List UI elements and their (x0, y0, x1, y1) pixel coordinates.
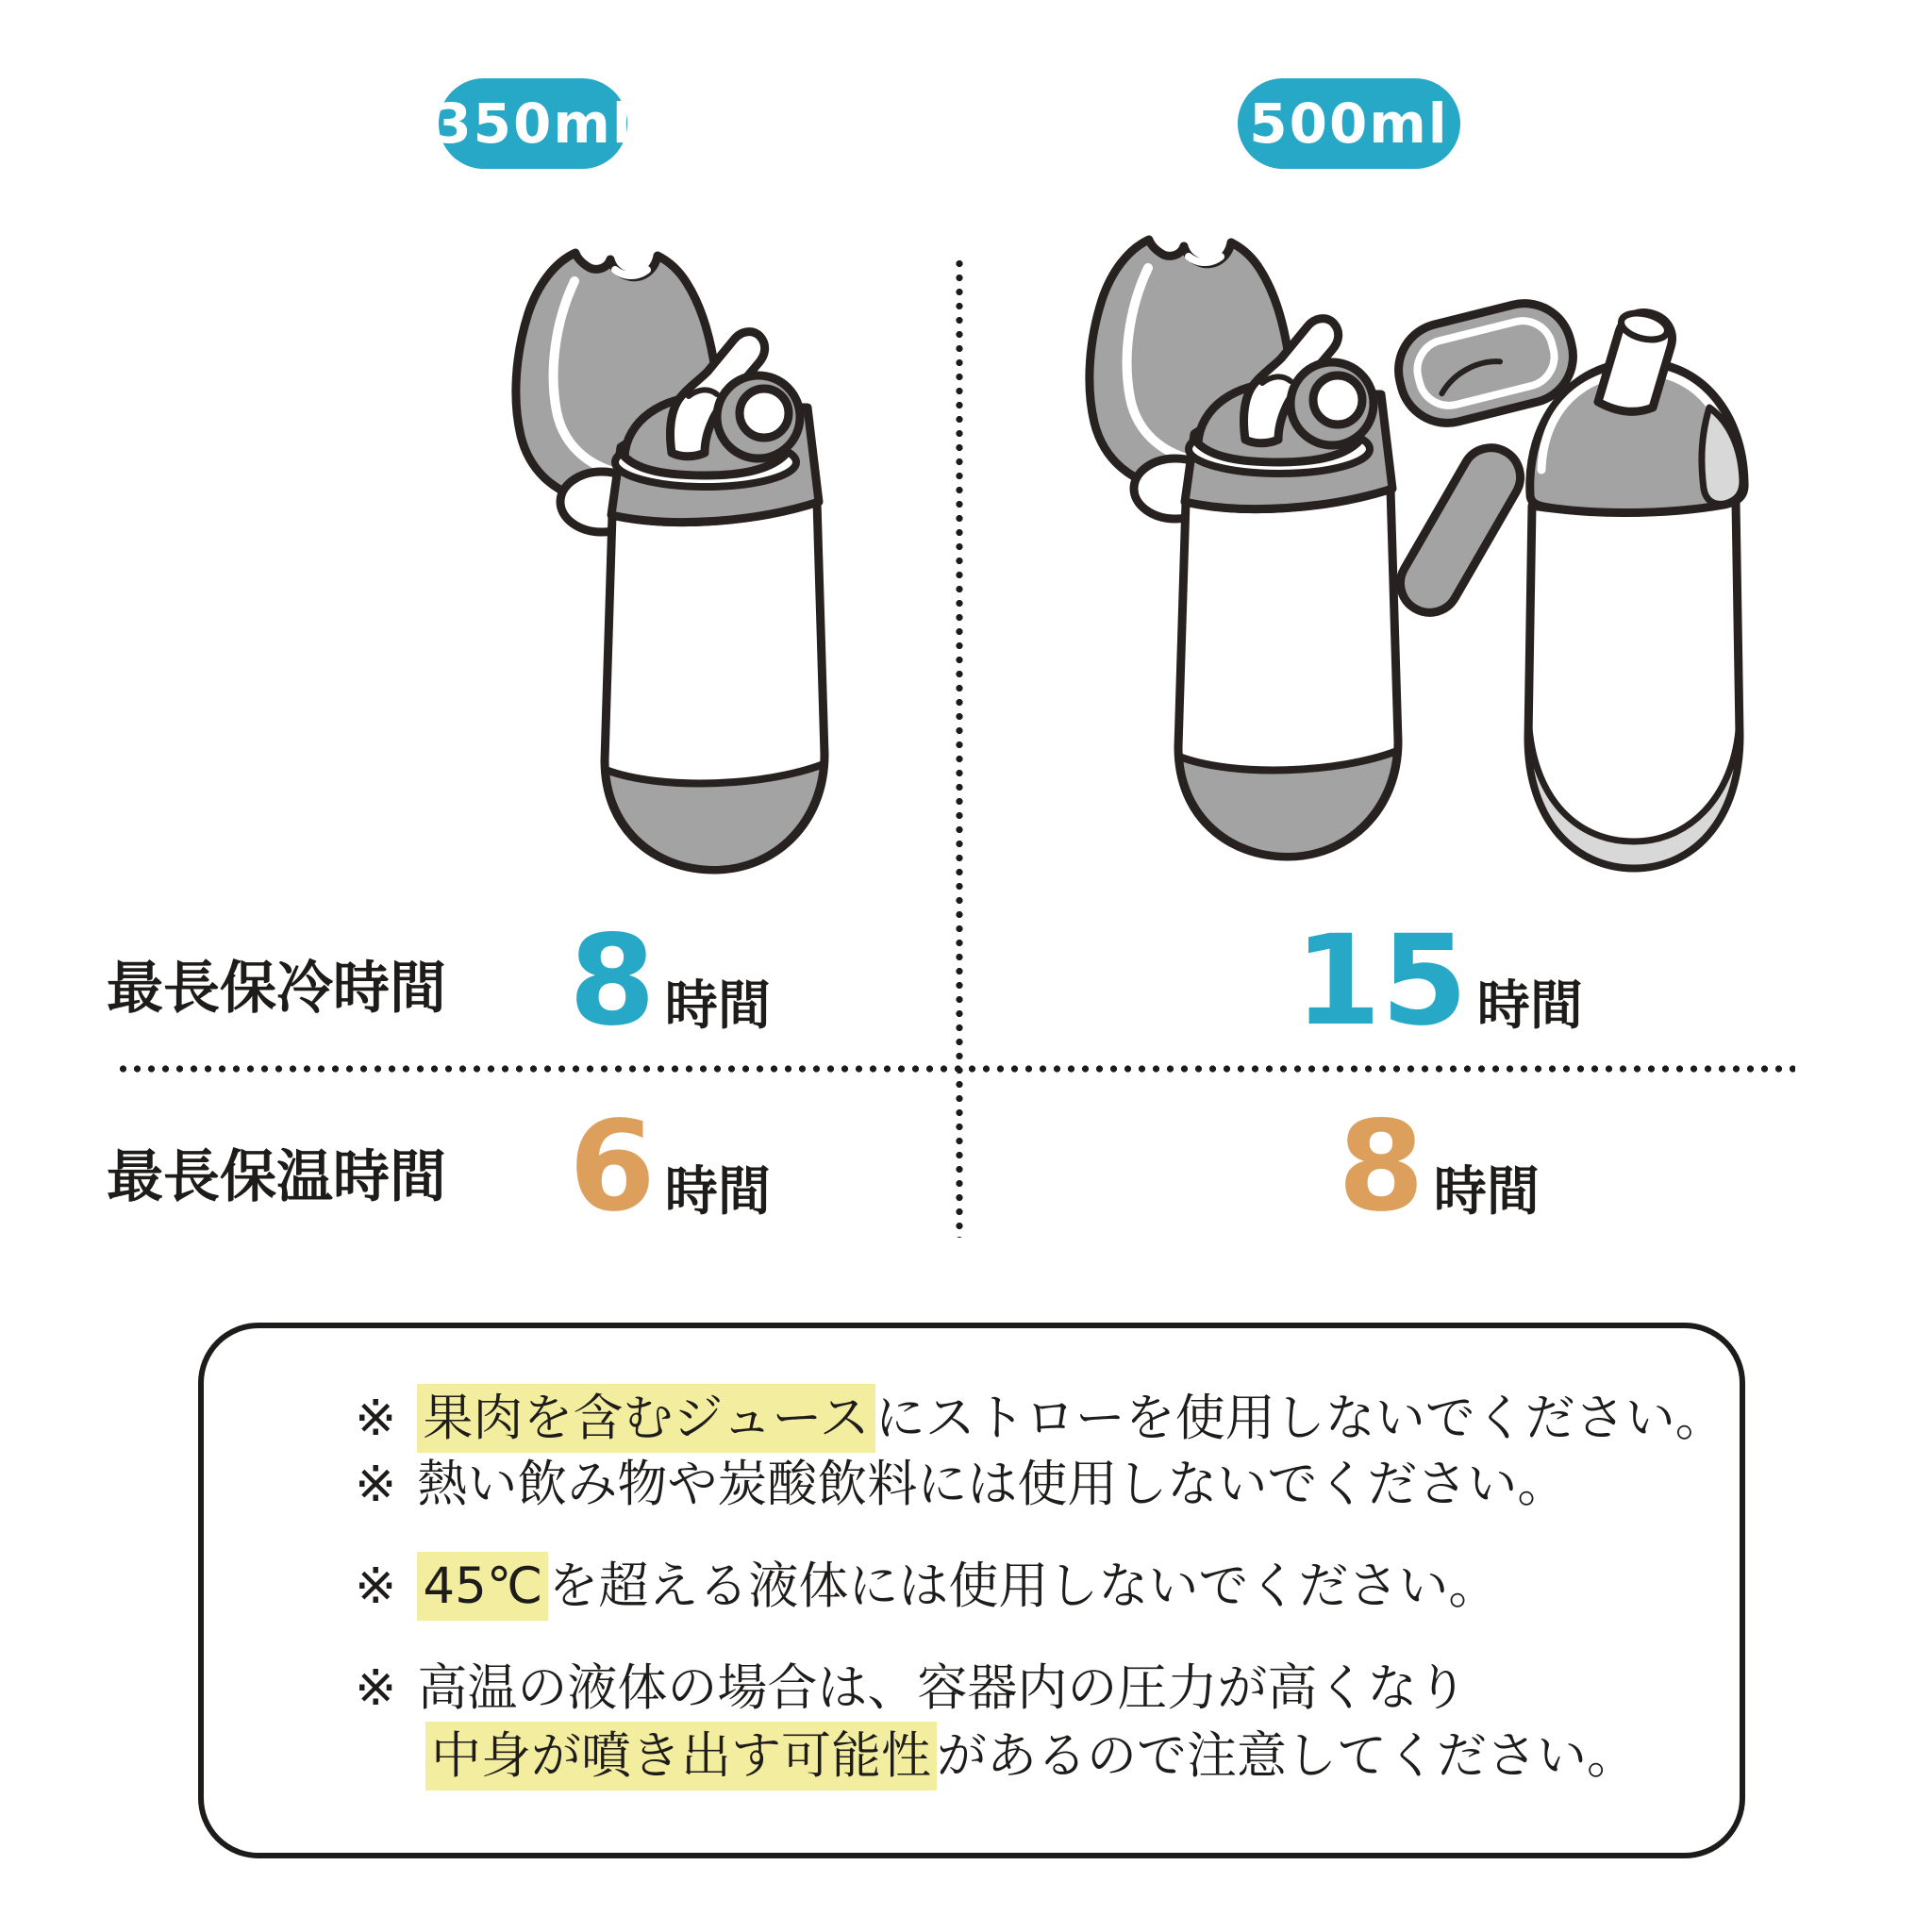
heat-retention-500ml-value (1250, 1094, 1627, 1240)
row-label-heat-retention: 最長保温時間 (107, 1144, 446, 1210)
heat-hours-500ml-unit: 時間 (1433, 1161, 1540, 1223)
row-label-cold-retention: 最長保冷時間 (107, 956, 446, 1022)
cold-hours-350ml: 8 (569, 908, 656, 1054)
heat-retention-350ml-value (481, 1094, 858, 1240)
cold-retention-500ml-value (1250, 908, 1627, 1054)
spout-bottle-500ml-illustration (1389, 293, 1744, 868)
heat-hours-350ml-unit: 時間 (664, 1161, 771, 1223)
cold-hours-500ml: 15 (1294, 908, 1468, 1054)
note-line-spray-risk (425, 1724, 1637, 1790)
note-text: 高温の液体の場合は、容器内の圧力が高くなり (417, 1659, 1468, 1717)
cold-retention-350ml-value (481, 908, 858, 1054)
note-line-pressure (355, 1657, 1467, 1722)
cold-hours-350ml-unit: 時間 (664, 975, 771, 1037)
note-marker: ※ (355, 1456, 397, 1513)
note-highlight-45c: 45℃ (417, 1552, 548, 1621)
vertical-dotted-divider (955, 257, 964, 1238)
straw-bottle-500ml-illustration (1090, 240, 1398, 857)
note-marker: ※ (355, 1390, 397, 1447)
note-text: にストローを使用しないでください。 (874, 1390, 1725, 1447)
note-text: を超える液体には使用しないでください。 (548, 1557, 1499, 1615)
note-text: があるので注意してください。 (937, 1727, 1637, 1785)
note-highlight-juice: 果肉を含むジュース (417, 1384, 874, 1453)
size-badge-350ml (433, 78, 633, 169)
size-badge-350ml-label: 350ml (433, 92, 633, 156)
size-badge-500ml (1238, 78, 1460, 169)
bottles-500ml-illustration (1057, 170, 1811, 906)
note-marker: ※ (355, 1659, 397, 1717)
note-line-45c (355, 1555, 1498, 1620)
cold-hours-500ml-unit: 時間 (1476, 975, 1583, 1037)
note-marker: ※ (355, 1557, 397, 1615)
note-line-hot-carbonated (355, 1453, 1567, 1518)
heat-hours-500ml: 8 (1338, 1094, 1424, 1240)
caution-notes-box (198, 1323, 1745, 1858)
horizontal-dotted-divider (116, 1064, 1795, 1074)
straw-bottle-350ml-illustration (377, 170, 868, 906)
note-highlight-spray: 中身が噴き出す可能性 (425, 1722, 937, 1790)
note-line-juice (355, 1387, 1725, 1452)
note-text: 熱い飲み物や炭酸飲料には使用しないでください。 (417, 1456, 1568, 1513)
heat-hours-350ml: 6 (569, 1094, 656, 1240)
size-badge-500ml-label: 500ml (1249, 92, 1449, 156)
